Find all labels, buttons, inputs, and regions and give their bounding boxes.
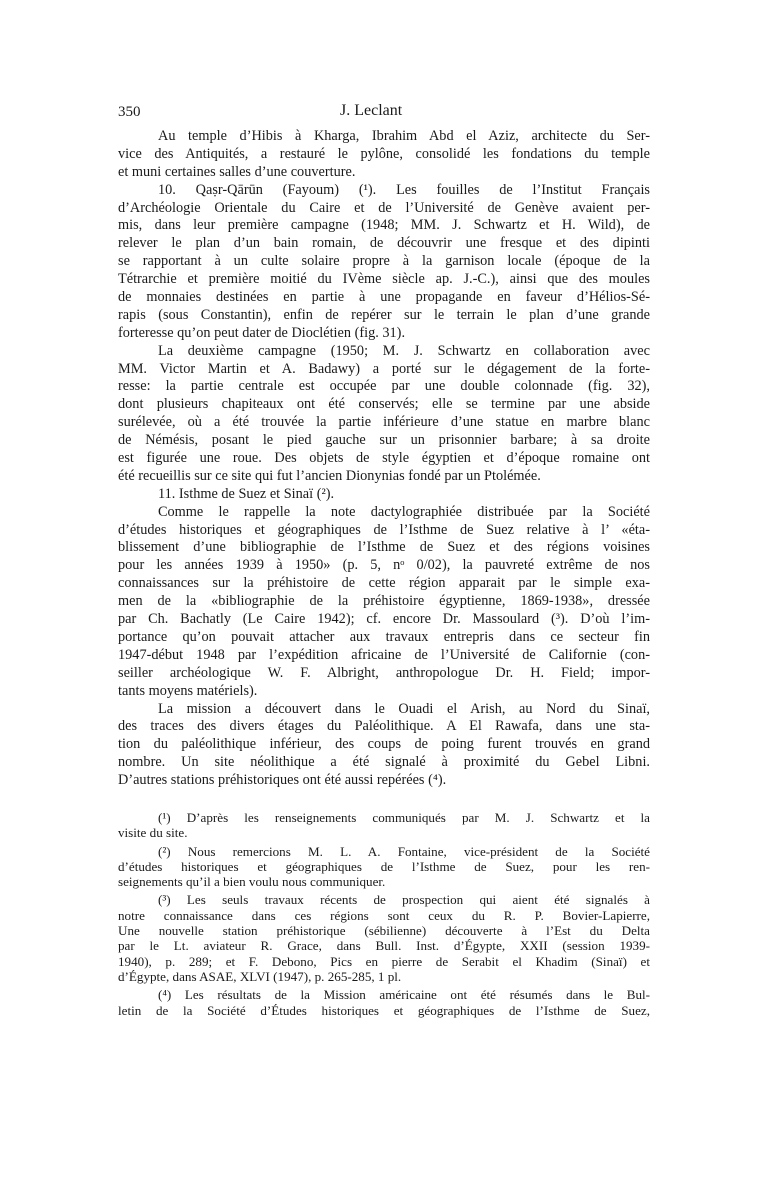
- body-line: tion du paléolithique inférieur, des coups de poing furent trouvés en grand: [118, 736, 650, 753]
- body-line: Au temple d’Hibis à Kharga, Ibrahim Abd el Aziz, architecte du Ser-: [158, 128, 650, 144]
- body-line: resse: la partie centrale est occupée par une double colonnade (fig. 32),: [118, 378, 650, 395]
- footnote: [118, 844, 650, 890]
- footnote-line: seignements qu’il a bien voulu nous communiquer.: [118, 874, 386, 890]
- body-line: de Némésis, posant le pied gauche sur un prisonnier barbare; à sa droite: [118, 432, 650, 449]
- body-line: blissement d’une bibliographie de l’Isthme de Suez et des régions voisines: [118, 539, 650, 556]
- body-line: Tétrarchie et première moitié du IVème siècle ap. J.-C.), ainsi que des moules: [118, 271, 650, 288]
- body-line: d’Archéologie Orientale du Caire et de l’Université de Genève avaient per-: [118, 199, 650, 216]
- body-line: pour les années 1939 à 1950» (p. 5, nᵒ 0/02), la pauvreté extrême de nos: [118, 557, 650, 574]
- footnote-line: Une nouvelle station préhistorique (sébilienne) découverte à l’Est du Delta: [118, 923, 650, 939]
- running-head: [118, 104, 650, 124]
- body-text: [118, 128, 650, 790]
- footnote: [118, 810, 650, 841]
- body-line: est figurée une roue. Des objets de style égyptien et d’époque romaine ont: [118, 450, 650, 467]
- body-line: des traces des divers étages du Paléolithique. A El Rawafa, dans une sta-: [118, 718, 650, 735]
- body-line: men de la «bibliographie de la préhistoire égyptienne, 1869-1938», dressée: [118, 593, 650, 610]
- footnote-line: d’Égypte, dans ASAE, XLVI (1947), p. 265-285, 1 pl.: [118, 968, 402, 984]
- body-line: par Ch. Bachatly (Le Caire 1942); cf. encore Dr. Massoulard (³). D’où l’im-: [118, 611, 650, 628]
- body-line: D’autres stations préhistoriques ont été aussi repérées (⁴).: [118, 772, 447, 789]
- body-line: 1947-début 1948 par l’expédition africaine de l’Université de Californie (con-: [118, 646, 650, 663]
- footnote-line: notre connaissance dans ces régions sont ceux du R. P. Bovier-Lapierre,: [118, 907, 650, 923]
- footnote-line: d’études historiques et géographiques de l’Isthme de Suez, pour les ren-: [118, 858, 650, 874]
- footnotes: [118, 810, 650, 1018]
- body-line: La deuxième campagne (1950; M. J. Schwartz en collaboration avec: [158, 342, 650, 359]
- body-line: nombre. Un site néolithique a été signalé à proximité du Gebel Libni.: [118, 754, 650, 771]
- body-line: tants moyens matériels).: [118, 682, 258, 699]
- body-line: MM. Victor Martin et A. Badawy) a porté sur le dégagement de la forte-: [118, 360, 650, 377]
- body-line: seiller archéologique W. F. Albright, anthropologue Dr. H. Field; impor-: [118, 664, 650, 681]
- footnote-line: (³) Les seuls travaux récents de prospection qui aient été signalés à: [158, 892, 650, 908]
- body-line: dont plusieurs chapiteaux ont été conservés; elle se termine par une abside: [118, 396, 650, 413]
- body-line: d’études historiques et géographiques de l’Isthme de Suez relative à l’ «éta-: [118, 521, 650, 538]
- body-line: rapis (sous Constantin), enfin de repérer sur le terrain le plan d’une grande: [118, 306, 650, 323]
- footnote-line: (²) Nous remercions M. L. A. Fontaine, vice-président de la Société: [158, 843, 650, 859]
- body-line: été recueillis sur ce site qui fut l’ancien Dionynias fondé par un Ptolémée.: [118, 467, 541, 484]
- footnote-line: visite du site.: [118, 825, 188, 841]
- body-line: se rapportant à un culte solaire propre à la garnison locale (époque de la: [118, 253, 650, 270]
- body-line: forteresse qu’on peut dater de Dioclétien (fig. 31).: [118, 324, 406, 341]
- footnote-line: (⁴) Les résultats de la Mission américaine ont été résumés dans le Bul-: [158, 987, 650, 1003]
- body-line: Comme le rappelle la note dactylographiée distribuée par la Société: [158, 503, 650, 520]
- body-line: relever le plan d’un bain romain, de découvrir une fresque et des dipinti: [118, 235, 650, 252]
- body-line: surélevée, où a été trouvée la partie inférieure d’une statue en marbre blanc: [118, 414, 650, 431]
- footnote-line: par le Lt. aviateur R. Grace, dans Bull. Inst. d’Égypte, XXII (session 1939-: [118, 938, 650, 954]
- body-line: 10. Qaṣr-Qārūn (Fayoum) (¹). Les fouilles de l’Institut Français: [158, 181, 650, 198]
- footnote-line: letin de la Société d’Études historiques et géographiques de l’Isthme de Suez,: [118, 1002, 650, 1018]
- page-number: 350: [118, 104, 141, 120]
- body-line: et muni certaines salles d’une couverture.: [118, 163, 356, 180]
- body-line: de monnaies destinées en partie à une propagande en faveur d’Hélios-Sé-: [118, 289, 650, 306]
- footnote-line: (¹) D’après les renseignements communiqués par M. J. Schwartz et la: [158, 810, 650, 825]
- body-line: mis, dans leur première campagne (1948; MM. J. Schwartz et H. Wild), de: [118, 217, 650, 234]
- body-line: vice des Antiquités, a restauré le pylône, consolidé les fondations du temple: [118, 145, 650, 162]
- footnote: [118, 987, 650, 1018]
- body-line: connaissances sur la préhistoire de cette région apparait par le simple exa-: [118, 575, 650, 592]
- running-title: J. Leclant: [340, 102, 403, 119]
- body-line: 11. Isthme de Suez et Sinaï (²).: [158, 485, 335, 502]
- footnote: [118, 892, 650, 984]
- body-line: portance qu’on pouvait attacher aux travaux entrepris dans ce secteur fin: [118, 628, 650, 645]
- footnote-line: 1940), p. 289; et F. Debono, Pics en pierre de Serabit el Khadim (Sinaï) et: [118, 953, 650, 969]
- body-line: La mission a découvert dans le Ouadi el Arish, au Nord du Sinaï,: [158, 700, 650, 717]
